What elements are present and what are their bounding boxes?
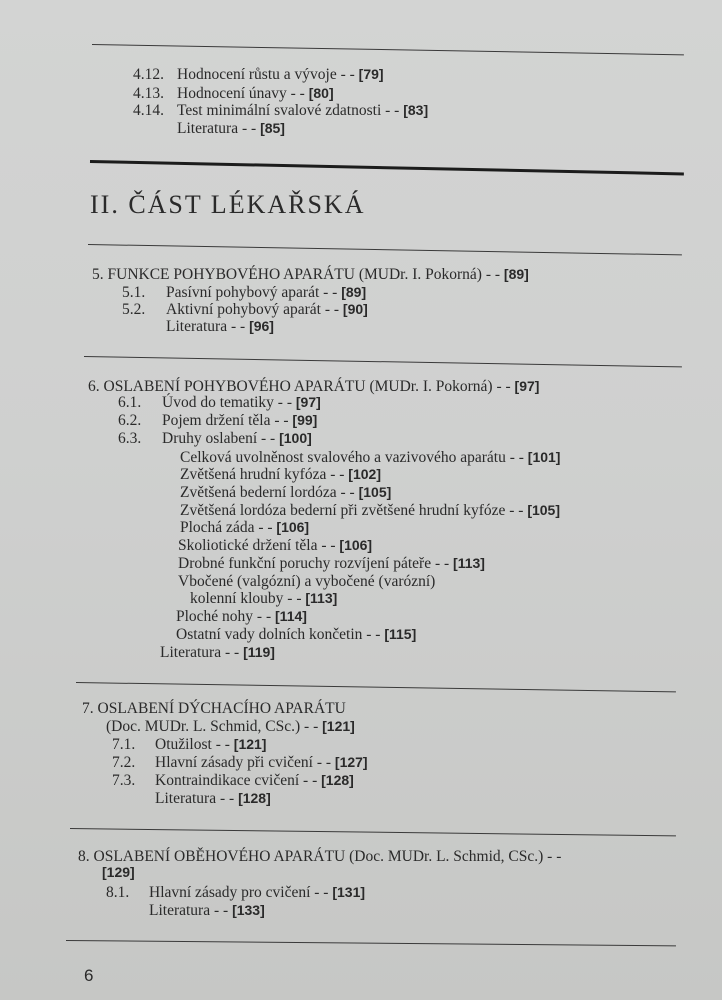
toc-entry: 7.2. Hlavní zásady při cvičení - - [127] [112, 754, 368, 771]
divider [76, 682, 676, 692]
toc-entry: Literatura - - [85] [177, 120, 285, 137]
toc-entry: 4.13. Hodnocení únavy - - [80] [133, 85, 334, 102]
toc-entry: 6.1. Úvod do tematiky - - [97] [118, 394, 321, 411]
divider [84, 356, 682, 367]
toc-subentry: Zvětšená lordóza bederní při zvětšené hrudní kyfóze - - [105] [180, 502, 560, 519]
part-heading: II. ČÁST LÉKAŘSKÁ [90, 190, 366, 219]
section-divider [90, 160, 684, 175]
chapter-title: 8. OSLABENÍ OBĚHOVÉHO APARÁTU (Doc. MUDr. L. Schmid, CSc.) - - [78, 848, 562, 865]
toc-entry: 7.1. Otužilost - - [121] [112, 736, 267, 753]
toc-subentry: Plochá záda - - [106] [180, 519, 310, 536]
toc-subentry: Ploché nohy - - [114] [176, 608, 307, 625]
divider [70, 828, 676, 836]
chapter-page: [129] [102, 864, 135, 880]
toc-entry: 5.1. Pasívní pohybový aparát - - [89] [122, 284, 367, 301]
toc-entry: 6.2. Pojem držení těla - - [99] [118, 412, 318, 429]
toc-entry: 6.3. Druhy oslabení - - [100] [118, 430, 312, 447]
toc-subentry: Celková uvolněnost svalového a vazivového aparátu - - [101] [180, 449, 561, 466]
chapter-title: 5. FUNKCE POHYBOVÉHO APARÁTU (MUDr. I. Pokorná) - - [89] [92, 266, 529, 283]
toc-subentry: kolenní klouby - - [113] [190, 590, 338, 607]
toc-entry: Literatura - - [96] [166, 318, 274, 335]
chapter-title: 7. OSLABENÍ DÝCHACÍHO APARÁTU [82, 700, 346, 717]
toc-entry: 7.3. Kontraindikace cvičení - - [128] [112, 772, 354, 789]
divider [88, 244, 682, 255]
divider [92, 44, 684, 55]
toc-subentry: Vbočené (valgózní) a vybočené (varózní) [178, 573, 436, 590]
toc-subentry: Zvětšená hrudní kyfóza - - [102] [180, 466, 381, 483]
toc-subentry: Ostatní vady dolních končetin - - [115] [176, 626, 417, 643]
toc-entry: 4.14. Test minimální svalové zdatnosti - - [83] [133, 102, 429, 119]
toc-subentry: Zvětšená bederní lordóza - - [105] [180, 484, 392, 501]
toc-entry: Literatura - - [128] [155, 790, 271, 807]
chapter-author: (Doc. MUDr. L. Schmid, CSc.) - - [121] [106, 718, 355, 735]
toc-subentry: Skoliotické držení těla - - [106] [178, 537, 373, 554]
toc-entry: 5.2. Aktivní pohybový aparát - - [90] [122, 301, 368, 318]
toc-entry: Literatura - - [133] [149, 902, 265, 919]
toc-entry: 8.1. Hlavní zásady pro cvičení - - [131] [106, 884, 366, 901]
toc-entry: Literatura - - [119] [160, 644, 275, 661]
chapter-title: 6. OSLABENÍ POHYBOVÉHO APARÁTU (MUDr. I. Pokorná) - - [97] [88, 378, 540, 395]
page-number: 6 [84, 966, 94, 985]
divider [66, 940, 676, 946]
toc-entry: 4.12. Hodnocení růstu a vývoje - - [79] [133, 66, 384, 83]
toc-subentry: Drobné funkční poruchy rozvíjení páteře - - [113] [178, 555, 485, 572]
